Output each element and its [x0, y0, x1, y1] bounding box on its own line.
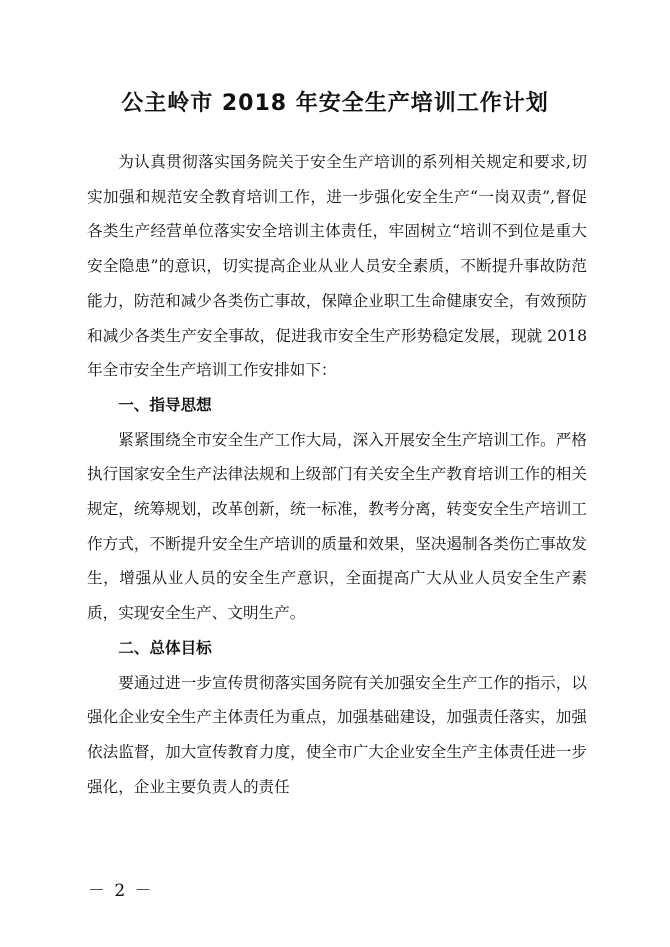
intro-paragraph: 为认真贯彻落实国务院关于安全生产培训的系列相关规定和要求,切实加强和规范安全教育培训工作，进一步强化安全生产“一岗双责”,督促各类生产经营单位落实安全培训主体责任，牢固树立“培训不到位是重大安全隐患”的意识，切实提高企业从业人员安全素质，不断提升事故防范能力，防范和减少各类伤亡事故，保障企业职工生命健康安全，有效预防和减少各类生产安全事故，促进我市安全生产形势稳定发展，现就 2018 年全市安全生产培训工作安排如下：: [87, 153, 587, 380]
page-number: － 2 －: [88, 881, 154, 901]
section-paragraph-guiding-ideology: 紧紧围绕全市安全生产工作大局，深入开展安全生产培训工作。严格执行国家安全生产法律法规和上级部门有关安全生产教育培训工作的相关规定，统筹规划，改革创新，统一标准，教考分离，转变安全生产培训工作方式，不断提升安全生产培训的质量和效果，坚决遏制各类伤亡事故发生，增强从业人员的安全生产意识，全面提高广大从业人员安全生产素质，实现安全生产、文明生产。: [87, 430, 587, 623]
section-paragraph-overall-goal: 要通过进一步宣传贯彻落实国务院有关加强安全生产工作的指示，以强化企业安全生产主体责任为重点，加强基础建设，加强责任落实，加强依法监督，加大宣传教育力度，使全市广大企业安全生产主体责任进一步强化，企业主要负责人的责任: [87, 673, 587, 796]
document-title: 公主岭市 2018 年安全生产培训工作计划: [121, 91, 549, 116]
document-body: [87, 145, 587, 804]
section-heading-guiding-ideology: 一、指导思想: [118, 395, 212, 414]
section-heading-overall-goal: 二、总体目标: [118, 638, 212, 657]
